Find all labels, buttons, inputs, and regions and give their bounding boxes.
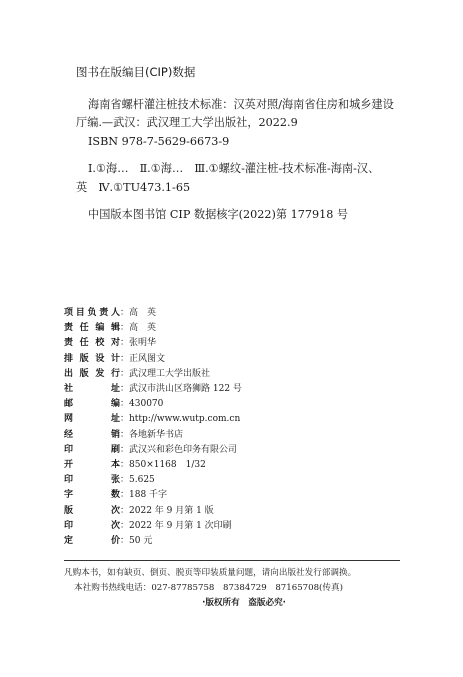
info-row xyxy=(64,412,404,427)
info-row xyxy=(64,519,404,534)
cip-heading: 图书在版编目(CIP)数据 xyxy=(76,65,196,79)
info-label: 印 张 xyxy=(64,475,120,486)
info-label: 定 价 xyxy=(64,536,120,547)
info-colon: ： xyxy=(120,490,130,501)
info-label: 开 本 xyxy=(64,460,120,471)
info-value: 50 元 xyxy=(129,536,153,547)
cip-verification: 中国版本图书馆 CIP 数据核字(2022)第 177918 号 xyxy=(88,208,349,221)
info-colon: ： xyxy=(120,368,130,379)
info-value: 武汉兴和彩色印务有限公司 xyxy=(129,444,238,455)
info-value: 各地新华书店 xyxy=(129,429,184,440)
info-row xyxy=(64,306,404,321)
info-colon: ： xyxy=(120,353,130,364)
cip-subject-line1: Ⅰ.①海… Ⅱ.①海… Ⅲ.①螺纹-灌注桩-技术标准-海南-汉、 xyxy=(88,162,380,175)
info-value: 张明华 xyxy=(129,338,157,349)
info-colon: ： xyxy=(120,429,130,440)
info-label: 经 销 xyxy=(64,429,120,440)
copyright-notice: ·版权所有 盗版必究· xyxy=(202,598,286,608)
notice-hotline: 本社购书热线电话：027-87785758 87384729 87165708(传真) xyxy=(74,582,343,593)
info-label: 排 版 设 计 xyxy=(64,353,120,364)
info-row xyxy=(64,534,404,549)
notice-line1: 凡购本书，如有缺页、倒页、脱页等印装质量问题，请向出版社发行部调换。 xyxy=(64,568,357,578)
info-colon: ： xyxy=(120,460,130,471)
info-value: 2022 年 9 月第 1 版 xyxy=(129,505,214,516)
cip-block xyxy=(76,63,436,225)
notice-block xyxy=(64,566,414,611)
info-label: 字 数 xyxy=(64,490,120,501)
info-label: 项 目 负 责 人 xyxy=(64,308,120,318)
info-colon: ： xyxy=(120,399,130,410)
info-value: http://www.wutp.com.cn xyxy=(129,414,241,425)
info-label: 网 址 xyxy=(64,414,120,425)
info-value: 武汉市洪山区珞狮路 122 号 xyxy=(129,384,242,395)
publication-info xyxy=(64,306,404,549)
info-row xyxy=(64,458,404,473)
info-colon: ： xyxy=(120,475,130,486)
info-label: 出 版 发 行 xyxy=(64,368,120,379)
info-row xyxy=(64,382,404,397)
info-colon: ： xyxy=(120,505,130,516)
info-colon: ： xyxy=(120,520,130,531)
info-row xyxy=(64,321,404,336)
info-row xyxy=(64,473,404,488)
info-row xyxy=(64,428,404,443)
info-label: 社 址 xyxy=(64,384,120,395)
info-value: 武汉理工大学出版社 xyxy=(129,368,211,379)
cip-record-line1: 海南省螺杆灌注桩技术标准：汉英对照/海南省住房和城乡建设 xyxy=(88,97,394,111)
info-row xyxy=(64,352,404,367)
info-label: 责 任 编 辑 xyxy=(64,323,120,334)
info-row xyxy=(64,443,404,458)
info-value: 188 千字 xyxy=(129,490,168,501)
info-label: 版 次 xyxy=(64,505,120,516)
cip-record-line2: 厅编.—武汉：武汉理工大学出版社，2022.9 xyxy=(76,116,298,129)
info-row xyxy=(64,397,404,412)
info-colon: ： xyxy=(120,338,130,349)
info-row xyxy=(64,504,404,519)
info-colon: ： xyxy=(120,444,130,455)
info-value: 430070 xyxy=(129,399,164,410)
info-label: 印 次 xyxy=(64,520,120,531)
info-colon: ： xyxy=(120,536,130,547)
info-label: 邮 编 xyxy=(64,399,120,410)
info-label: 印 刷 xyxy=(64,444,120,455)
info-colon: ： xyxy=(120,414,130,425)
info-value: 2022 年 9 月第 1 次印刷 xyxy=(129,520,232,531)
info-value: 850×1168 1/32 xyxy=(129,460,206,471)
info-value: 正风图文 xyxy=(129,353,166,364)
cip-subject-line2: 英 Ⅳ.①TU473.1-65 xyxy=(76,180,191,194)
info-row xyxy=(64,488,404,503)
divider-line xyxy=(64,560,400,561)
info-colon: ： xyxy=(120,384,130,395)
info-row xyxy=(64,367,404,382)
info-label: 责 任 校 对 xyxy=(64,338,120,349)
info-colon: ： xyxy=(120,308,130,318)
cip-isbn: ISBN 978-7-5629-6673-9 xyxy=(88,134,230,148)
info-colon: ： xyxy=(120,323,130,334)
info-row xyxy=(64,336,404,351)
info-value: 高 英 xyxy=(129,323,157,334)
info-value: 高 英 xyxy=(129,308,157,318)
info-value: 5.625 xyxy=(129,475,155,486)
